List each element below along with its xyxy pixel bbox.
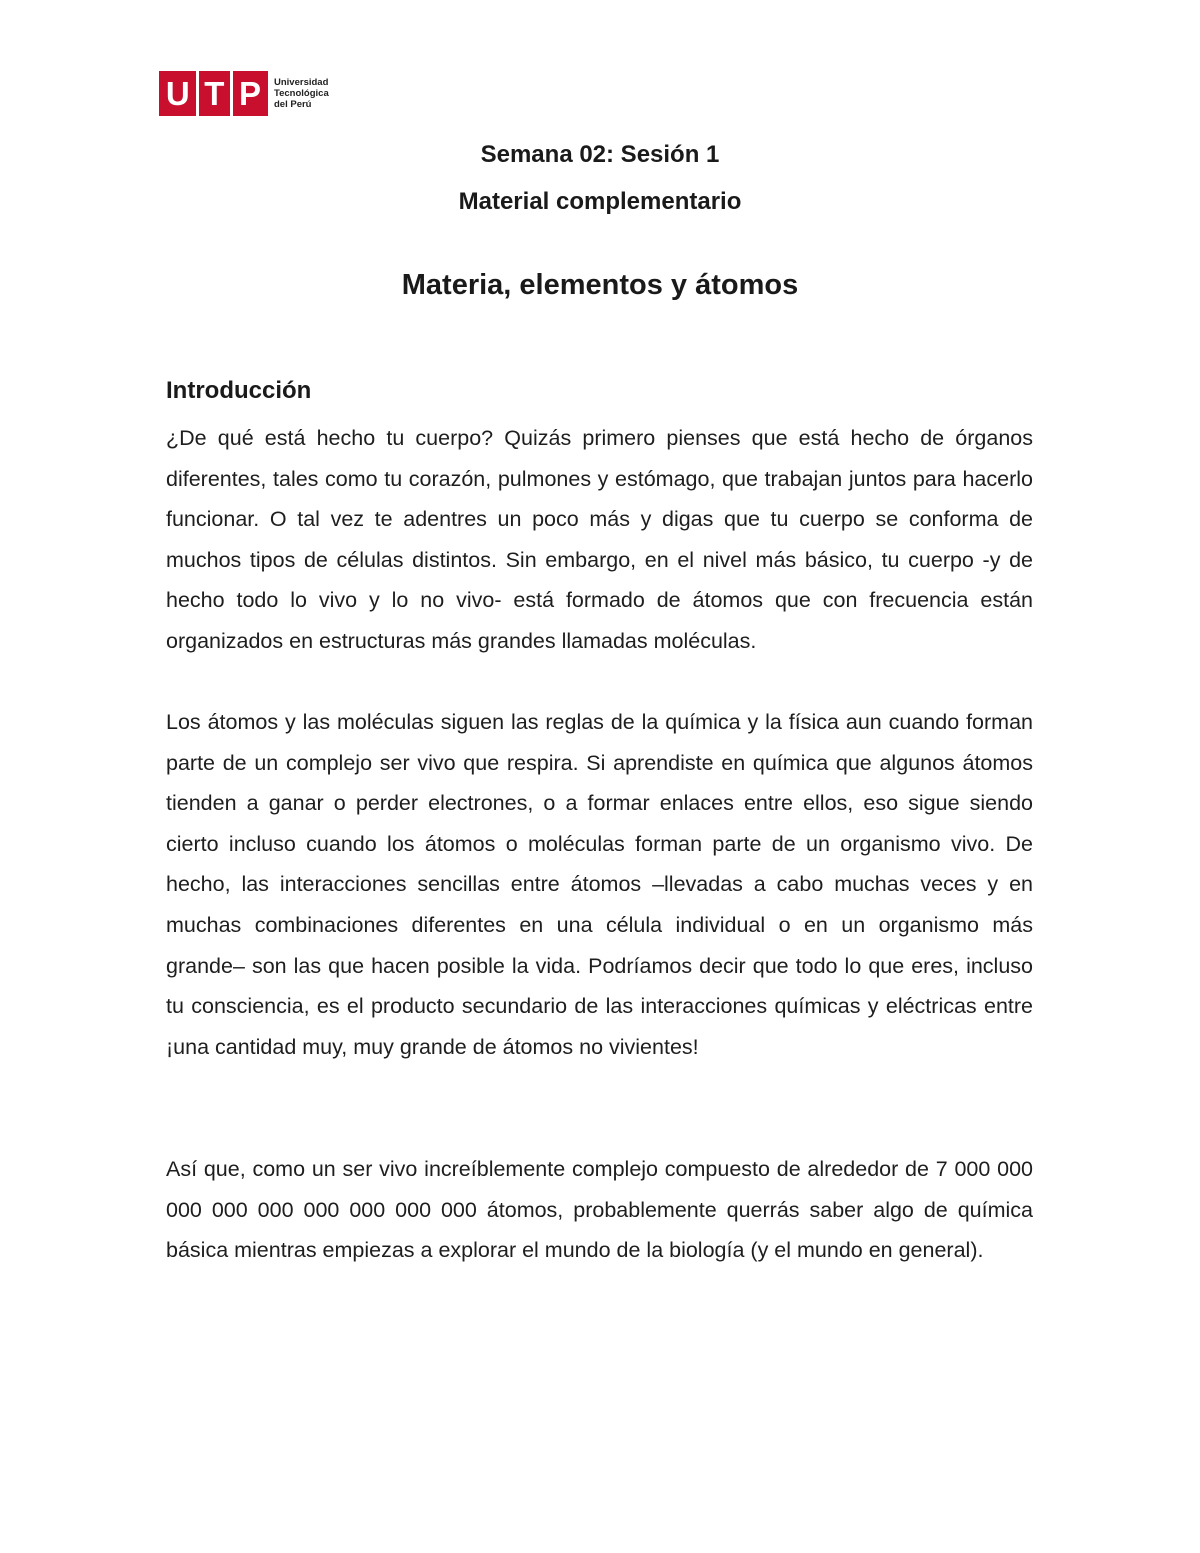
logo-letter-p: P [239,75,262,112]
material-heading: Material complementario [458,188,742,215]
paragraph: Los átomos y las moléculas siguen las reglas de la química y la física aun cuando forman parte de un complejo ser vivo que respira. Si aprendiste en química que algunos átomos tienden a ganar o perder electrones, o a formar enlaces entre ellos, eso sigue siendo cierto incluso cuando los átomos o moléculas forman parte de un organismo vivo. De hecho, las interacciones sencillas entre átomos –llevadas a cabo muchas veces y en muchas combinaciones diferentes en una célula individual o en un organismo más grande– son las que hacen posible la vida. Podríamos decir que todo lo que eres, incluso tu consciencia, es el producto secundario de las interacciones químicas y eléctricas entre ¡una cantidad muy, muy grande de átomos no vivientes! [166,710,1033,1059]
logo-separator [196,71,199,116]
logo-wordmark [274,77,329,110]
paragraph: Así que, como un ser vivo increíblemente complejo compuesto de alrededor de 7 000 000 000 000 000 000 000 000 000 átomos, probablemente querrás saber algo de química básica mientras empiezas a explorar el mundo de la biología (y el mundo en general). [166,1157,1033,1263]
logo-text-line: Tecnológica [274,88,329,99]
logo-text-line: del Perú [274,99,312,110]
document-title: Materia, elementos y átomos [401,269,799,301]
paragraph: ¿De qué está hecho tu cuerpo? Quizás primero pienses que está hecho de órganos diferentes, tales como tu corazón, pulmones y estómago, que trabajan juntos para hacerlo funcionar. O tal vez te adentres un poco más y digas que tu cuerpo se conforma de muchos tipos de células distintos. Sin embargo, en el nivel más básico, tu cuerpo -y de hecho todo lo vivo y lo no vivo- está formado de átomos que con frecuencia están organizados en estructuras más grandes llamadas moléculas. [166,426,1033,653]
utp-logo [159,71,329,116]
section-title: Introducción [166,377,312,404]
logo-letter-u: U [165,75,190,112]
logo-mark [159,71,268,116]
logo-text-line: Universidad [274,77,329,88]
logo-separator [230,71,233,116]
logo-letter-t: T [204,75,225,112]
week-heading: Semana 02: Sesión 1 [480,141,720,168]
